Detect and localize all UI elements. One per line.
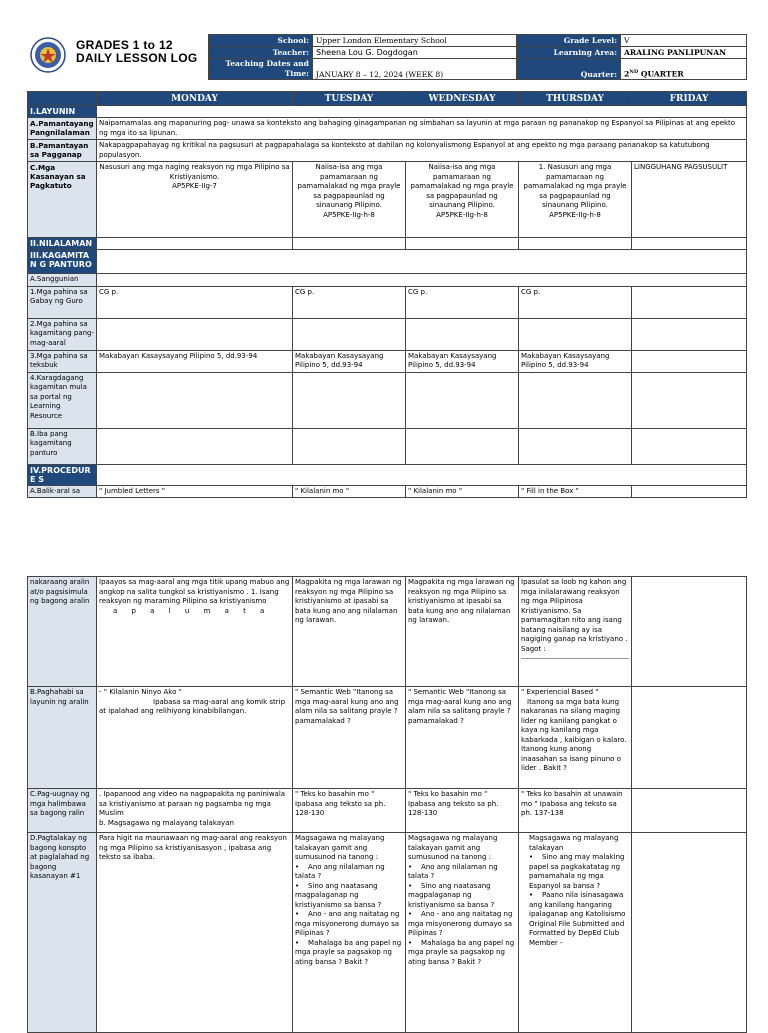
pamantayan-pagganap-text: Nakapagpapahayag ng kritikal na pagsusuri at pagpapahalaga sa konteksto at dahilan ng kolonyalismong Espanyol at ang epekto ng mga paraang pananakop sa katutubong populasyon. xyxy=(97,140,747,162)
label-teksbuk: 3.Mga pahina sa teksbuk xyxy=(28,350,97,372)
gabay-tuesday: CG p. xyxy=(293,286,406,318)
day-tuesday: TUESDAY xyxy=(293,92,406,106)
quarter-label: Quarter: xyxy=(517,59,621,80)
label-karagdagang: 4.Karagdagang kagamitan mula sa portal ng Learning Resource xyxy=(28,372,97,428)
day-monday: MONDAY xyxy=(97,92,293,106)
gabay-thursday: CG p. xyxy=(519,286,632,318)
school-value: Upper London Elementary School xyxy=(313,35,619,47)
paghahabi-thursday: " Experiencial Based " Itanong sa mga bata kung nakaranas na silang maging lider ng kanilang pangkat o kaya ng kanilang mga kabarkada , kaibigan o kalaro. Itanong kung anong inaasahan sa isang pinuno o lider . Bakit ? xyxy=(519,687,632,789)
teksbuk-tuesday: Makabayan Kasaysayang Pilipino 5, dd.93-94 xyxy=(293,350,406,372)
gabay-monday: CG p. xyxy=(97,286,293,318)
teacher-label: Teacher: xyxy=(209,47,313,59)
sagot-line xyxy=(521,658,629,659)
pag-uugnay-thursday: " Teks ko basahin at unawain mo " Ipabasa ang teksto sa ph. 137-138 xyxy=(519,789,632,833)
pagtalakay-wednesday: Magsagawa ng malayang talakayan gamit ang sumusunod na tanong : • Ano ang nilalaman ng talata ? • Sino ang naatasang magpalaganap ng kristiyanismo sa bansa ? • Ano - ano ang naitatag ng mga misyonerong dumayo sa Pilipinas ? • Mahalaga ba ang papel ng mga prayle sa pagsakop ng ating bansa ? Bakit ? xyxy=(406,833,519,1033)
nakaraang-monday: Ipaayos sa mag-aaral ang mga titik upang mabuo ang angkop na salita tungkol sa kristiyanismo . 1. Isang reaksyon ng maraming Pilipino sa kristiyanismo a p a l u m a t a xyxy=(97,577,293,687)
title-line-2: DAILY LESSON LOG xyxy=(76,51,198,65)
gabay-wednesday: CG p. xyxy=(406,286,519,318)
nakaraang-wednesday: Magpakita ng mga larawan ng reaksyon ng mga Pilipino sa kristiyanismo at ipasabi sa bata kung ano ang nilalaman ng larawan. xyxy=(406,577,519,687)
dates-label: Teaching Dates and Time: xyxy=(209,59,313,80)
kasanayan-monday: Nasusuri ang mga naging reaksyon ng mga Pilipino sa Kristiyanismo. AP5PKE-IIg-7 xyxy=(97,162,293,238)
kasanayan-wednesday: Naiisa-isa ang mga pamamaraan ng pamamalakad ng mga prayle sa pagpapaunlad ng sinaunang Pilipino. AP5PKE-IIg-h-8 xyxy=(406,162,519,238)
grade-value: V xyxy=(621,35,747,47)
paghahabi-tuesday: " Semantic Web "Itanong sa mga mag-aaral kung ano ang alam nila sa salitang prayle ? pamamalakad ? xyxy=(293,687,406,789)
kasanayan-thursday: 1. Nasusuri ang mga pamamaraan ng pamamalakad ng mga prayle sa pagpapaunlad ng sinaunang Pilipino. AP5PKE-IIg-h-8 xyxy=(519,162,632,238)
dates-value: JANUARY 8 – 12, 2024 (WEEK 8) xyxy=(313,59,619,80)
kasanayan-tuesday: Naiisa-isa ang mga pamamaraan ng pamamalakad ng mga prayle sa pagpapaunlad ng sinaunang Pilipino. AP5PKE-IIg-h-8 xyxy=(293,162,406,238)
day-wednesday: WEDNESDAY xyxy=(406,92,519,106)
nakaraang-tuesday: Magpakita ng mga larawan ng reaksyon ng mga Pilipino sa kristiyanismo at ipasabi sa bata kung ano ang nilalaman ng larawan. xyxy=(293,577,406,687)
area-label: Learning Area: xyxy=(517,47,621,59)
balik-aral-wednesday: " Kilalanin mo " xyxy=(406,485,519,498)
section-kagamitan: III.KAGAMITAN G PANTURO xyxy=(28,250,97,274)
school-label: School: xyxy=(209,35,313,47)
kasanayan-friday: LINGGUHANG PAGSUSULIT xyxy=(632,162,747,238)
quarter-value: 2ND QUARTER xyxy=(621,59,747,80)
lesson-table-page-1 xyxy=(27,91,747,498)
layunin-fill xyxy=(97,106,747,118)
label-gabay: 1.Mga pahina sa Gabay ng Guro xyxy=(28,286,97,318)
nakaraang-thursday: Ipasulat sa loob ng kahon ang mga inilalarawang reaksyon ng mga Pilipinosa Kristiyanismo. Sa pamamagitan nito ang isang batang naisilang ay isa nagiging ganap na kristiyano . Sagot : xyxy=(519,577,632,687)
section-nilalaman: II.NILALAMAN xyxy=(28,238,97,250)
balik-aral-thursday: " Fill in the Box " xyxy=(519,485,632,498)
label-pamantayang-pangnilalaman: A.Pamantayang Pangnilalaman xyxy=(28,118,97,140)
balik-aral-tuesday: " Kilalanin mo " xyxy=(293,485,406,498)
label-sanggunian: A.Sanggunian xyxy=(28,274,97,287)
deped-seal-icon xyxy=(30,37,66,73)
day-friday: FRIDAY xyxy=(632,92,747,106)
label-nakaraang: nakaraang aralin at/o pagsisimula ng bagong aralin xyxy=(28,577,97,687)
pagtalakay-tuesday: Magsagawa ng malayang talakayan gamit ang sumusunod na tanong : • Ano ang nilalaman ng talata ? • Sino ang naatasang magpalaganap ng kristiyanismo sa bansa ? • Ano - ano ang naitatag ng mga misyonerong dumayo sa Pilipinas ? • Mahalaga ba ang papel ng mga prayle sa pagsakop ng ating bansa ? Bakit ? xyxy=(293,833,406,1033)
grade-label: Grade Level: xyxy=(517,35,621,47)
label-pamantayan-pagganap: B.Pamantayan sa Pagganap xyxy=(28,140,97,162)
label-pagtalakay: D.Pagtalakay ng bagong konspto at paglalahad ng bagong kasanayan #1 xyxy=(28,833,97,1033)
pamantayang-pangnilalaman-text: Naipamamalas ang mapanuring pag- unawa sa konteksto ang bahaging ginagampanan ng simbahan sa layunin at mga paraan ng pananakop ng Espanyol sa Pilipinas at ang epekto ng mga ito sa lipunan. xyxy=(97,118,747,140)
teksbuk-wednesday: Makabayan Kasaysayang Pilipino 5, dd.93-94 xyxy=(406,350,519,372)
pag-uugnay-monday: . Ipapanood ang video na nagpapakita ng paniniwala sa kristiyanismo at paraan ng pagsamba ng mga Muslim b. Magsagawa ng malayang talakayan xyxy=(97,789,293,833)
label-kasanayan: C.Mga Kasanayan sa Pagkatuto xyxy=(28,162,97,238)
teksbuk-monday: Makabayan Kasaysayang Pilipino 5, dd.93-94 xyxy=(97,350,293,372)
pag-uugnay-tuesday: " Teks ko basahin mo " Ipabasa ang teksto sa ph. 128-130 xyxy=(293,789,406,833)
paghahabi-wednesday: " Semantic Web "Itanong sa mga mag-aaral kung ano ang alam nila sa salitang prayle ? pamamalakad ? xyxy=(406,687,519,789)
label-balik-aral: A.Balik-aral sa xyxy=(28,485,97,498)
balik-aral-monday: " Jumbled Letters " xyxy=(97,485,293,498)
label-kagamitang: 2.Mga pahina sa kagamitang pang-mag-aaral xyxy=(28,318,97,350)
title-line-1: GRADES 1 to 12 xyxy=(76,38,173,52)
teksbuk-thursday: Makabayan Kasaysayang Pilipino 5, dd.93-94 xyxy=(519,350,632,372)
corner-cell xyxy=(28,92,97,106)
label-iba-pang: B.Iba pang kagamitang panturo xyxy=(28,428,97,464)
pagtalakay-monday: Para higit na maunawaan ng mag-aaral ang reaksyon ng mga Pilipino sa kristiyanisasyon , ipabasa ang teksto sa ibaba. xyxy=(97,833,293,1033)
pagtalakay-thursday: Magsagawa ng malayang talakayan • Sino ang may malaking papel sa pagkakatatag ng pamamahala ng mga Espanyol sa bansa ? • Paano nila isinasagawa ang kanilang hangaring ipalaganap ang Katolisismo Original File Submitted and Formatted by DepEd Club Member - xyxy=(519,833,632,1033)
info-table-right xyxy=(516,34,747,80)
pag-uugnay-wednesday: " Teks ko basahin mo " Ipabasa ang teksto sa ph. 128-130 xyxy=(406,789,519,833)
label-paghahabi: B.Paghahabi sa layunin ng aralin xyxy=(28,687,97,789)
teacher-value: Sheena Lou G. Dogdogan xyxy=(313,47,619,59)
label-pag-uugnay: C.Pag-uugnay ng mga halimbawa sa bagong ralin xyxy=(28,789,97,833)
day-thursday: THURSDAY xyxy=(519,92,632,106)
section-layunin: I.LAYUNIN xyxy=(28,106,97,118)
document-title xyxy=(76,39,198,65)
lesson-table-page-2 xyxy=(27,576,747,1033)
section-procedures: IV.PROCEDURE S xyxy=(28,464,97,485)
paghahabi-monday: - " Kilalanin Ninyo Ako " Ipabasa sa mag-aaral ang komik strip at ipalahad ang relihiyong kinabibilangan. xyxy=(97,687,293,789)
area-value: ARALING PANLIPUNAN xyxy=(621,47,747,59)
